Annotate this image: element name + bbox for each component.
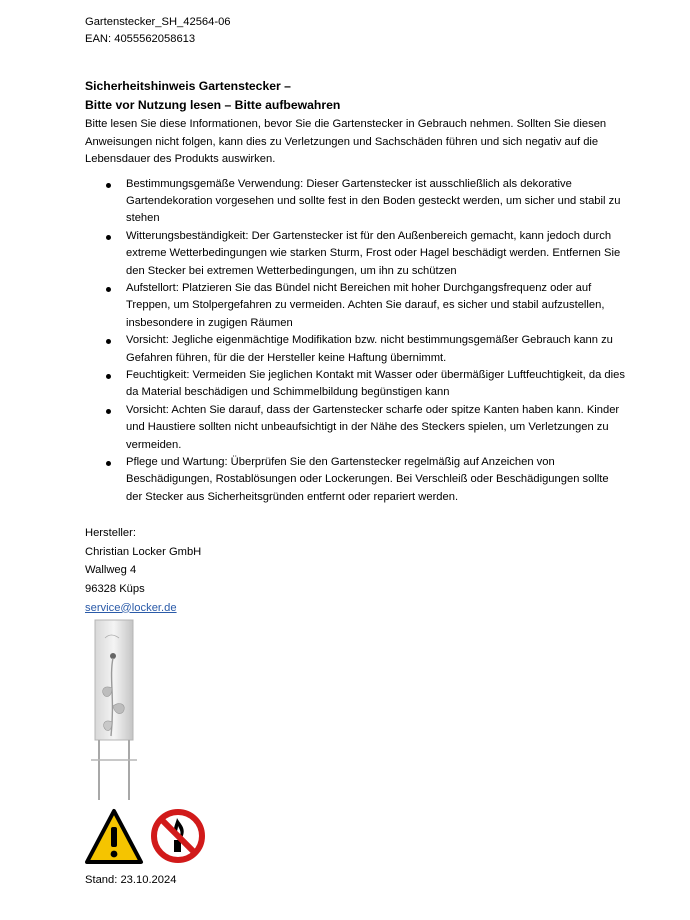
document-title [85,77,625,115]
manufacturer-city: 96328 Küps [85,583,145,595]
list-item: Bestimmungsgemäße Verwendung: Dieser Gartenstecker ist ausschließlich als dekorative Gartendekoration vorgesehen und sollte fest in den Boden gesteckt werden, um sicher und stabil zu stehen [85,176,625,228]
safety-list [85,176,625,507]
title-line-1: Sicherheitshinweis Gartenstecker – [85,79,291,93]
list-item: Aufstellort: Platzieren Sie das Bündel nicht Bereichen mit hoher Durchgangsfrequenz oder auf Treppen, um Stolpergefahren zu vermeiden. Achten Sie darauf, es sicher und stabil aufzustellen, insbesondere in zugigen Räumen [85,280,625,332]
manufacturer-email-link[interactable]: service@locker.de [85,601,177,614]
no-open-flame-icon [150,808,206,864]
safety-signs [84,806,214,866]
document-header [85,14,625,48]
warning-triangle-icon [84,808,144,866]
title-line-2: Bitte vor Nutzung lesen – Bitte aufbewahren [85,98,341,112]
document-page [85,14,625,617]
manufacturer-street: Wallweg 4 [85,564,137,577]
list-item: Pflege und Wartung: Überprüfen Sie den Gartenstecker regelmäßig auf Anzeichen von Beschädigungen, Rostablösungen oder Lockerungen. Bei Verschleiß oder Beschädigungen sollte der Stecker aus Sicherheitsgründen entfernt oder repariert werden. [85,454,625,506]
manufacturer-company: Christian Locker GmbH [85,545,202,558]
document-date: Stand: 23.10.2024 [85,874,177,886]
list-item: Vorsicht: Achten Sie darauf, dass der Gartenstecker scharfe oder spitze Kanten haben kann. Kinder und Haustiere sollten nicht unbeaufsichtigt in der Nähe des Steckers spielen, um Verletzungen zu vermeiden. [85,402,625,454]
manufacturer-block [85,524,625,617]
document-id: Gartenstecker_SH_42564-06 [85,16,231,28]
list-item: Witterungsbeständigkeit: Der Gartenstecker ist für den Außenbereich gemacht, kann jedoch durch extreme Wetterbedingungen wie starken Sturm, Frost oder Hagel beschädigt werden. Entfernen Sie den Stecker bei extremen Wetterbedingungen, um ihn zu schützen [85,228,625,280]
manufacturer-label: Hersteller: [85,527,136,540]
product-image [85,618,145,803]
ean-code: EAN: 4055562058613 [85,33,196,45]
list-item: Vorsicht: Jegliche eigenmächtige Modifikation bzw. nicht bestimmungsgemäßer Gebrauch kann zu Gefahren führen, für die der Hersteller keine Haftung übernimmt. [85,332,625,367]
list-item: Feuchtigkeit: Vermeiden Sie jeglichen Kontakt mit Wasser oder übermäßiger Luftfeuchtigkeit, da dies da Material beschädigen und Schimmelbildung begünstigen kann [85,367,625,402]
intro-paragraph: Bitte lesen Sie diese Informationen, bevor Sie die Gartenstecker in Gebrauch nehmen. Sollten Sie diesen Anweisungen nicht folgen, kann dies zu Verletzungen und Sachschäden führen und sich negativ auf die Lebensdauer des Produkts auswirken. [85,118,607,165]
